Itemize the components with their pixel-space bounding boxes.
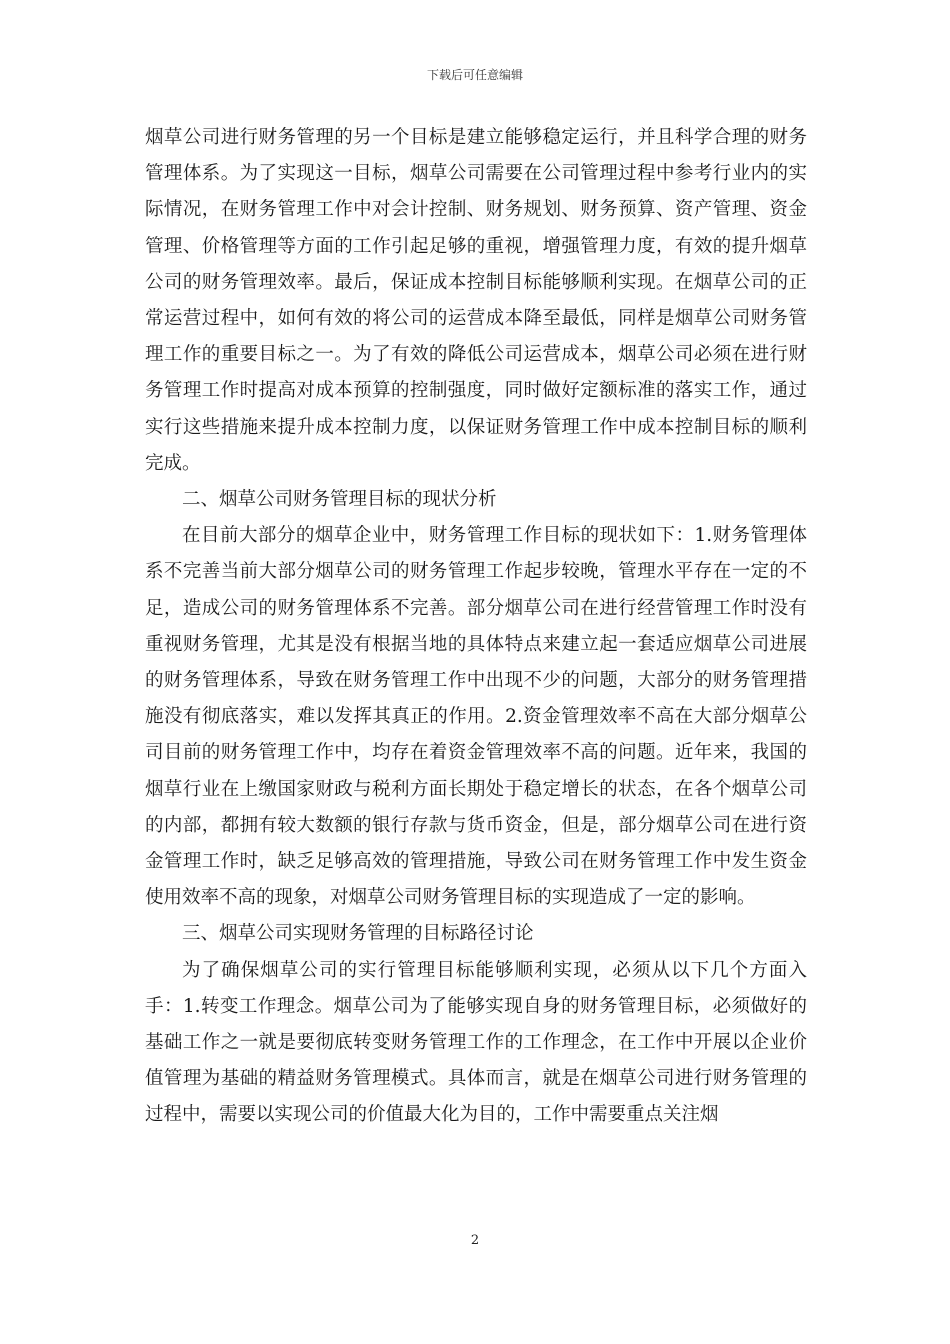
body-text: [145, 120, 807, 1134]
paragraph-financial-system-goal: 烟草公司进行财务管理的另一个目标是建立能够稳定运行，并且科学合理的财务管理体系。为了实现这一目标，烟草公司需要在公司管理过程中参考行业内的实际情况，在财务管理工作中对会计控制、财务规划、财务预算、资产管理、资金管理、价格管理等方面的工作引起足够的重视，增强管理力度，有效的提升烟草公司的财务管理效率。最后，保证成本控制目标能够顺利实现。在烟草公司的正常运营过程中，如何有效的将公司的运营成本降至最低，同样是烟草公司财务管理工作的重要目标之一。为了有效的降低公司运营成本，烟草公司必须在进行财务管理工作时提高对成本预算的控制强度，同时做好定额标准的落实工作，通过实行这些措施来提升成本控制力度，以保证财务管理工作中成本控制目标的顺利完成。: [145, 127, 807, 474]
section-heading-goal-path: 三、烟草公司实现财务管理的目标路径讨论: [182, 923, 534, 945]
paragraph-goal-path: 为了确保烟草公司的实行管理目标能够顺利实现，必须从以下几个方面入手：1.转变工作理念。烟草公司为了能够实现自身的财务管理目标，必须做好的基础工作之一就是要彻底转变财务管理工作的工作理念，在工作中开展以企业价值管理为基础的精益财务管理模式。具体而言，就是在烟草公司进行财务管理的过程中，需要以实现公司的价值最大化为目的，工作中需要重点关注烟: [145, 959, 807, 1126]
paragraph-status-analysis: 在目前大部分的烟草企业中，财务管理工作目标的现状如下：1.财务管理体系不完善当前大部分烟草公司的财务管理工作起步较晚，管理水平存在一定的不足，造成公司的财务管理体系不完善。部分烟草公司在进行经营管理工作时没有重视财务管理，尤其是没有根据当地的具体特点来建立起一套适应烟草公司进展的财务管理体系，导致在财务管理工作中出现不少的问题，大部分的财务管理措施没有彻底落实，难以发挥其真正的作用。2.资金管理效率不高在大部分烟草公司目前的财务管理工作中，均存在着资金管理效率不高的问题。近年来，我国的烟草行业在上缴国家财政与税利方面长期处于稳定增长的状态，在各个烟草公司的内部，都拥有较大数额的银行存款与货币资金，但是，部分烟草公司在进行资金管理工作时，缺乏足够高效的管理措施，导致公司在财务管理工作中发生资金使用效率不高的现象，对烟草公司财务管理目标的实现造成了一定的影响。: [145, 525, 807, 909]
section-heading-status-analysis: 二、烟草公司财务管理目标的现状分析: [182, 489, 497, 511]
page-number: 2: [470, 1233, 480, 1248]
header-note: 下载后可任意编辑: [426, 68, 523, 82]
